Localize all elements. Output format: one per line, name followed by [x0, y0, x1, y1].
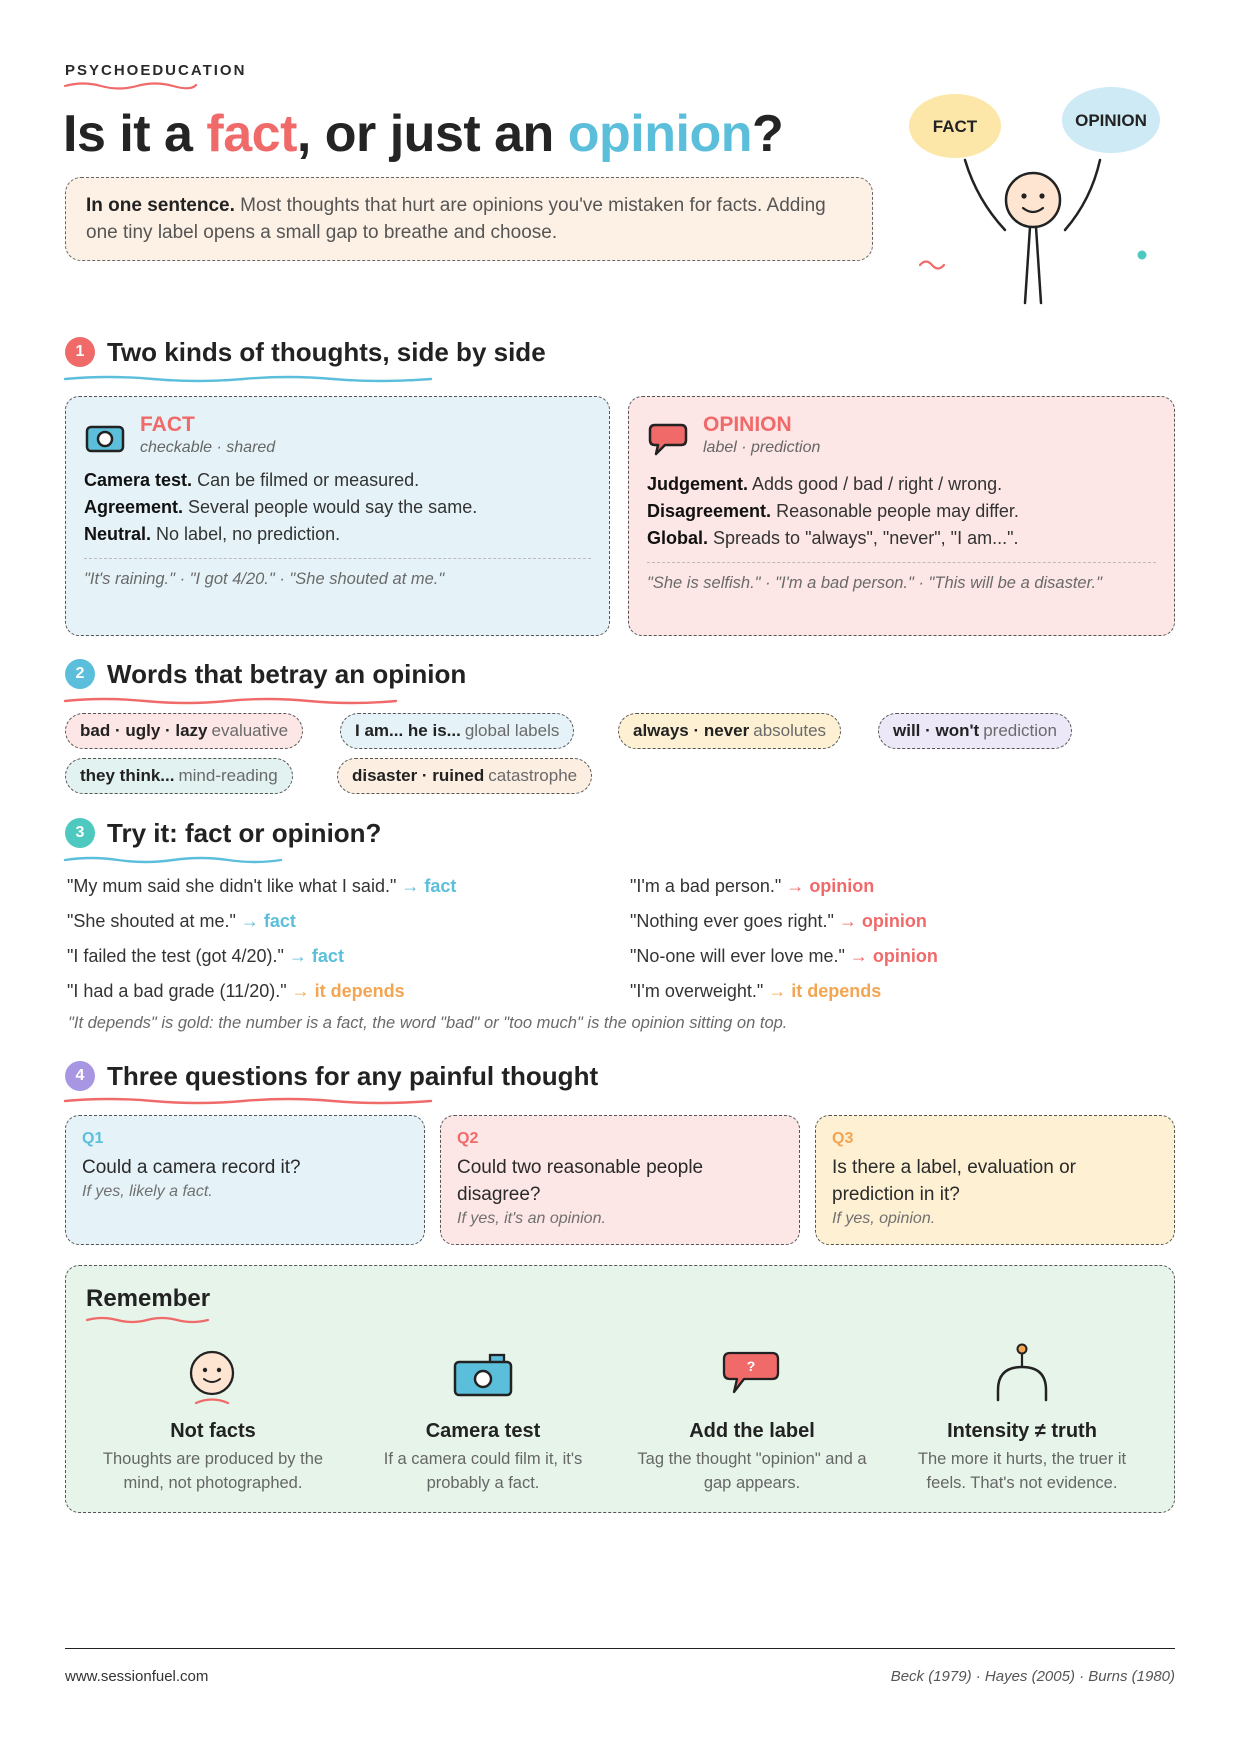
section-1-header: [65, 335, 546, 369]
title-part-1: Is it a: [63, 105, 207, 163]
question-card-2: [440, 1115, 800, 1245]
fact-row: [84, 494, 591, 521]
try-note: "It depends" is gold: the number is a fact, the word "bad" or "too much" is the opinion sitting on top.: [68, 1014, 788, 1032]
title-opinion-word: opinion: [567, 105, 752, 163]
chip-type: prediction: [983, 721, 1057, 740]
try-item: [630, 946, 938, 967]
opinion-row-text: Reasonable people may differ.: [771, 501, 1019, 521]
fact-card-sub: checkable · shared: [140, 439, 276, 456]
chip-words: will · won't: [893, 721, 980, 740]
try-quote: "I failed the test (got 4/20).": [67, 946, 284, 966]
section-1-underline: [63, 374, 433, 384]
section-2-header: [65, 657, 466, 691]
kicker: PSYCHOEDUCATION: [65, 62, 247, 79]
section-1-title: Two kinds of thoughts, side by side: [107, 336, 546, 367]
fact-bubble-label: FACT: [932, 117, 978, 136]
intro-lead: In one sentence.: [86, 195, 235, 216]
page-title: [63, 104, 783, 164]
fact-card: [65, 396, 610, 636]
question-card-1: [65, 1115, 425, 1245]
divider: [84, 558, 591, 559]
chip-words: bad · ugly · lazy: [80, 721, 208, 740]
try-item: [630, 981, 881, 1002]
chip-prediction: [878, 713, 1072, 749]
remember-heading: Add the label: [689, 1420, 815, 1442]
try-quote: "I'm overweight.": [630, 981, 764, 1001]
try-quote: "Nothing ever goes right.": [630, 911, 834, 931]
opinion-bubble-label: OPINION: [1075, 111, 1147, 130]
stick-figure-illustration: [895, 80, 1195, 310]
kicker-underline: [63, 80, 198, 90]
section-4-number: 4: [65, 1061, 95, 1091]
opinion-card-sub: label · prediction: [703, 439, 821, 456]
section-4-header: [65, 1059, 598, 1093]
try-answer: → opinion: [849, 946, 938, 966]
question-text: Is there a label, evaluation or prediction in it?: [832, 1157, 1076, 1205]
section-2-title: Words that betray an opinion: [107, 658, 467, 689]
footer-references: Beck (1979) · Hayes (2005) · Burns (1980): [890, 1668, 1175, 1685]
fact-row-term: Camera test.: [84, 470, 193, 490]
remember-heading: Not facts: [170, 1420, 256, 1442]
section-3-underline: [63, 855, 283, 865]
camera-icon: [84, 421, 126, 455]
title-fact-word: fact: [206, 105, 297, 163]
remember-heading: Intensity ≠ truth: [947, 1420, 1097, 1442]
try-quote: "She shouted at me.": [67, 911, 236, 931]
opinion-row: [647, 498, 1156, 525]
footer-website[interactable]: www.sessionfuel.com: [65, 1668, 209, 1685]
title-part-2: , or just an: [296, 105, 568, 163]
opinion-card-label: OPINION: [703, 413, 792, 436]
question-label: Q2: [457, 1130, 479, 1147]
question-text: Could two reasonable people disagree?: [457, 1157, 704, 1205]
opinion-row-term: Global.: [647, 528, 709, 548]
section-4-underline: [63, 1096, 433, 1106]
title-part-3: ?: [751, 105, 784, 163]
fact-card-label: FACT: [140, 413, 195, 436]
face-icon: [1006, 173, 1060, 227]
chip-words: always · never: [633, 721, 750, 740]
remember-heading: Camera test: [425, 1420, 541, 1442]
chip-absolutes: [618, 713, 841, 749]
section-1-number: 1: [65, 337, 95, 367]
question-card-3: [815, 1115, 1175, 1245]
try-item: [630, 911, 927, 932]
remember-text: Tag the thought "opinion" and a gap appears.: [637, 1450, 867, 1492]
try-answer: → opinion: [838, 911, 927, 931]
opinion-row-text: Spreads to "always", "never", "I am...".: [708, 528, 1019, 548]
try-quote: "My mum said she didn't like what I said.": [67, 876, 397, 896]
chip-type: mind-reading: [178, 766, 278, 785]
remember-item-add-label: [627, 1420, 877, 1495]
question-hint: If yes, it's an opinion.: [457, 1210, 606, 1227]
fact-row: [84, 467, 591, 494]
remember-item-intensity: [897, 1420, 1147, 1495]
try-answer: → it depends: [768, 981, 882, 1001]
section-2-number: 2: [65, 659, 95, 689]
chip-type: evaluative: [211, 721, 289, 740]
remember-text: The more it hurts, the truer it feels. That's not evidence.: [917, 1450, 1127, 1492]
section-3-title: Try it: fact or opinion?: [107, 817, 382, 848]
fact-row: [84, 521, 591, 548]
chip-mind-reading: [65, 758, 293, 794]
remember-text: Thoughts are produced by the mind, not photographed.: [102, 1450, 324, 1492]
footer-divider: [65, 1648, 1175, 1649]
chip-type: catastrophe: [488, 766, 578, 785]
chip-global-labels: [340, 713, 574, 749]
question-label: Q3: [832, 1130, 854, 1147]
opinion-row: [647, 471, 1156, 498]
remember-underline: [85, 1315, 210, 1325]
try-item: [630, 876, 874, 897]
try-answer: → it depends: [291, 981, 405, 1001]
opinion-card: [628, 396, 1175, 636]
question-text: Could a camera record it?: [82, 1157, 301, 1178]
remember-item-camera-test: [358, 1420, 608, 1495]
opinion-examples: "She is selfish." · "I'm a bad person." · "This will be a disaster.": [647, 574, 1102, 592]
fact-row-text: Can be filmed or measured.: [192, 470, 420, 490]
intro-box: [65, 177, 873, 261]
try-item: [67, 981, 405, 1002]
speech-bubble-icon: [647, 421, 689, 461]
opinion-row-term: Judgement.: [647, 474, 749, 494]
section-3-header: [65, 816, 381, 850]
chip-catastrophe: [337, 758, 592, 794]
fact-row-term: Neutral.: [84, 524, 152, 544]
chip-evaluative: [65, 713, 303, 749]
opinion-row-term: Disagreement.: [647, 501, 772, 521]
remember-item-not-facts: [88, 1420, 338, 1495]
camera-icon: [452, 1352, 514, 1398]
try-answer: → fact: [288, 946, 344, 966]
opinion-row-text: Adds good / bad / right / wrong.: [748, 474, 1003, 494]
try-answer: → opinion: [786, 876, 875, 896]
speech-bubble-mark: ?: [746, 1358, 756, 1374]
chip-words: I am... he is...: [355, 721, 461, 740]
fact-examples: "It's raining." · "I got 4/20." · "She shouted at me.": [84, 570, 445, 588]
question-hint: If yes, likely a fact.: [82, 1183, 213, 1200]
divider: [647, 562, 1156, 563]
gauge-icon: [992, 1342, 1052, 1404]
section-2-underline: [63, 696, 398, 706]
try-answer: → fact: [240, 911, 296, 931]
section-3-number: 3: [65, 818, 95, 848]
opinion-row: [647, 525, 1156, 552]
chip-words: they think...: [80, 766, 175, 785]
chip-words: disaster · ruined: [352, 766, 485, 785]
section-4-title: Three questions for any painful thought: [107, 1060, 599, 1091]
try-item: [67, 911, 296, 932]
fact-row-text: No label, no prediction.: [151, 524, 341, 544]
smiley-face-icon: [186, 1348, 238, 1408]
fact-row-term: Agreement.: [84, 497, 184, 517]
question-speech-bubble-icon: [722, 1350, 782, 1398]
try-quote: "I had a bad grade (11/20).": [67, 981, 287, 1001]
fact-row-text: Several people would say the same.: [183, 497, 478, 517]
remember-title: Remember: [86, 1285, 211, 1312]
remember-text: If a camera could film it, it's probably a fact.: [383, 1450, 583, 1492]
try-item: [67, 946, 344, 967]
question-hint: If yes, opinion.: [832, 1210, 936, 1227]
try-quote: "No-one will ever love me.": [630, 946, 845, 966]
try-item: [67, 876, 456, 897]
chip-type: absolutes: [753, 721, 827, 740]
question-label: Q1: [82, 1130, 104, 1147]
try-answer: → fact: [401, 876, 457, 896]
try-quote: "I'm a bad person.": [630, 876, 782, 896]
chip-type: global labels: [464, 721, 560, 740]
intro-text: Most thoughts that hurt are opinions you've mistaken for facts. Adding one tiny label opens a small gap to breathe and choose.: [86, 195, 826, 243]
